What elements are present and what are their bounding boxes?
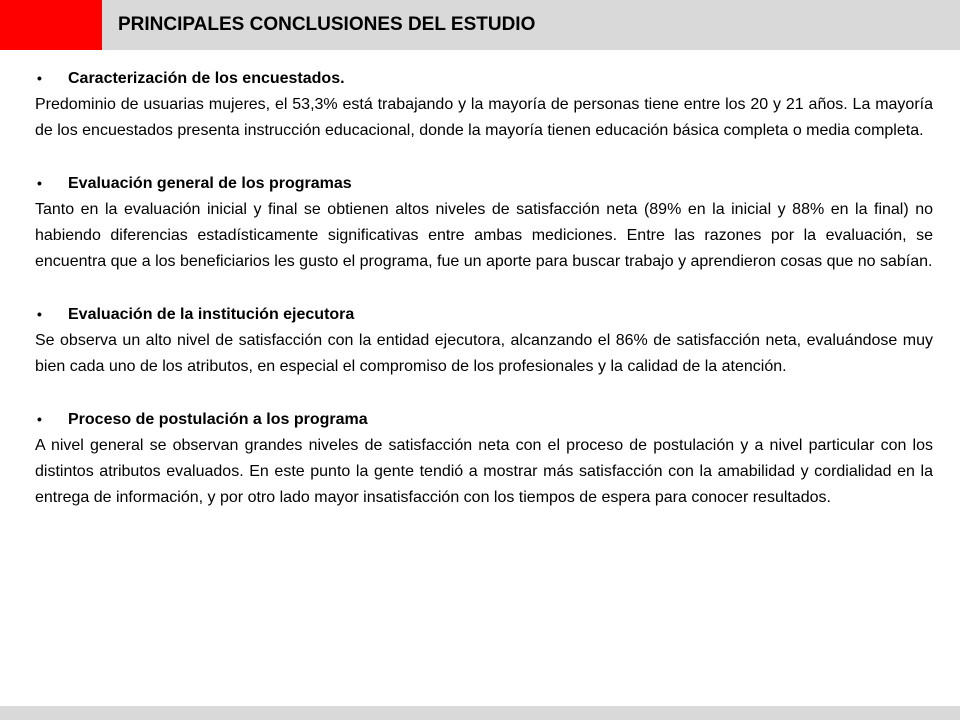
section-heading-text: Caracterización de los encuestados. <box>68 70 345 87</box>
section-body: Se observa un alto nivel de satisfacción con la entidad ejecutora, alcanzando el 86% de satisfacción neta, evaluándose muy bien cada uno de los atributos, en especial el compromiso de los profesionales y la calidad de la atención. <box>35 332 933 375</box>
section-body: Predominio de usuarias mujeres, el 53,3% está trabajando y la mayoría de personas tiene entre los 20 y 21 años. La mayoría de los encuestados presenta instrucción educacional, donde la mayoría tienen educación básica completa o media completa. <box>35 96 933 139</box>
section-caracterizacion <box>35 65 933 144</box>
section-heading-text: Evaluación general de los programas <box>68 175 352 192</box>
section-heading <box>35 301 933 328</box>
header-accent-block <box>0 0 102 50</box>
bullet-icon: • <box>37 306 42 322</box>
bullet-icon: • <box>37 175 42 191</box>
bullet-icon: • <box>37 70 42 86</box>
footer-bar <box>0 706 960 720</box>
page-title: PRINCIPALES CONCLUSIONES DEL ESTUDIO <box>118 14 536 35</box>
section-evaluacion-programas <box>35 170 933 275</box>
section-body: A nivel general se observan grandes niveles de satisfacción neta con el proceso de postulación y a nivel particular con los distintos atributos evaluados. En este punto la gente tendió a mostrar más satisfacción con la amabilidad y cordialidad en la entrega de información, y por otro lado mayor insatisfacción con los tiempos de espera para conocer resultados. <box>35 437 933 506</box>
section-body: Tanto en la evaluación inicial y final se obtienen altos niveles de satisfacción neta (89% en la inicial y 88% en la final) no habiendo diferencias estadísticamente significativas entre ambas mediciones. Entre las razones por la evaluación, se encuentra que a los beneficiarios les gusto el programa, fue un aporte para buscar trabajo y aprendieron cosas que no sabían. <box>35 201 933 270</box>
bullet-icon: • <box>37 411 42 427</box>
section-proceso-postulacion <box>35 406 933 511</box>
section-heading-text: Evaluación de la institución ejecutora <box>68 306 355 323</box>
section-evaluacion-institucion <box>35 301 933 380</box>
section-heading <box>35 65 933 92</box>
conclusions-content <box>35 65 933 537</box>
section-heading <box>35 406 933 433</box>
section-heading <box>35 170 933 197</box>
section-heading-text: Proceso de postulación a los programa <box>68 411 368 428</box>
